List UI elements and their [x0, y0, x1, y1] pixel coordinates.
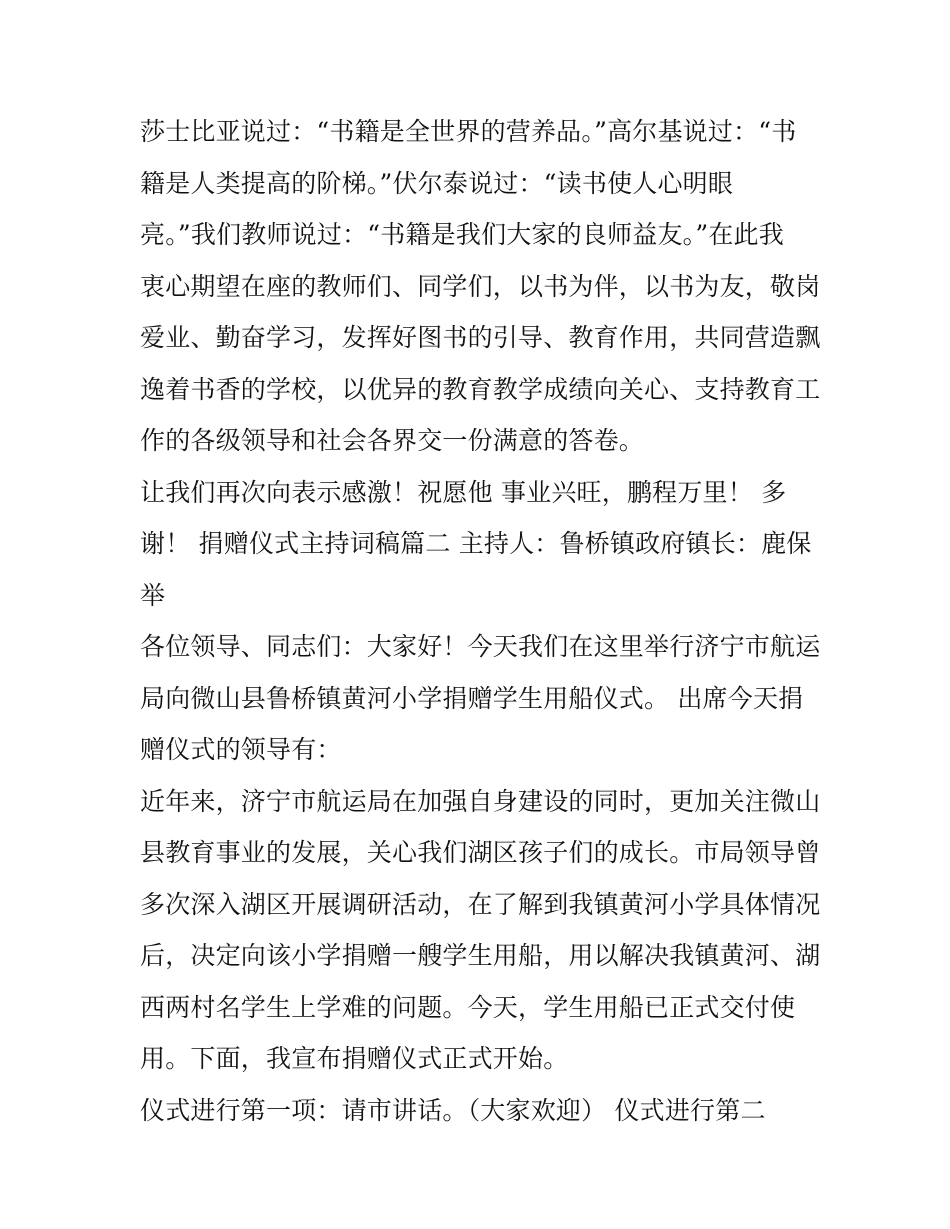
text-line: 衷心期望在座的教师们、同学们，以书为伴，以书为友，敬岗 — [140, 271, 821, 301]
text-line: 谢！ 捐赠仪式主持词稿篇二 主持人：鲁桥镇政府镇长：鹿保 — [140, 529, 812, 558]
text-line: 近年来，济宁市航运局在加强自身建设的同时，更加关注微山 — [140, 786, 821, 816]
text-line: 作的各级领导和社会各界交一份满意的答卷。 — [140, 426, 645, 455]
text-line: 莎士比亚说过：“书籍是全世界的营养品。”高尔基说过：“书 — [140, 117, 797, 146]
text-line: 举 — [140, 580, 166, 610]
text-line: 西两村名学生上学难的问题。今天，学生用船已正式交付使 — [140, 992, 796, 1022]
text-line: 各位领导、同志们：大家好！今天我们在这里举行济宁市航运 — [140, 632, 821, 661]
text-line: 县教育事业的发展，关心我们湖区孩子们的成长。市局领导曾 — [140, 838, 821, 867]
text-line: 赠仪式的领导有： — [140, 735, 342, 764]
text-line: 后，决定向该小学捐赠一艘学生用船，用以解决我镇黄河、湖 — [140, 941, 821, 970]
document-body — [140, 106, 830, 1136]
text-line: 让我们再次向表示感激！祝愿他 事业兴旺，鹏程万里！ 多 — [140, 477, 787, 507]
text-line: 局向微山县鲁桥镇黄河小学捐赠学生用船仪式。 出席今天捐 — [140, 683, 804, 713]
text-line: 籍是人类提高的阶梯。”伏尔泰说过：“读书使人心明眼 — [140, 168, 734, 198]
text-line: 仪式进行第一项：请市讲话。（大家欢迎） 仪式进行第二 — [140, 1095, 766, 1125]
text-line: 爱业、勤奋学习，发挥好图书的引导、教育作用，共同营造飘 — [140, 323, 821, 352]
text-line: 亮。”我们教师说过：“书籍是我们大家的良师益友。”在此我 — [140, 220, 784, 249]
text-line: 用。下面，我宣布捐赠仪式正式开始。 — [140, 1044, 569, 1073]
text-line: 逸着书香的学校，以优异的教育教学成绩向关心、支持教育工 — [140, 374, 821, 404]
text-line: 多次深入湖区开展调研活动，在了解到我镇黄河小学具体情况 — [140, 889, 821, 919]
